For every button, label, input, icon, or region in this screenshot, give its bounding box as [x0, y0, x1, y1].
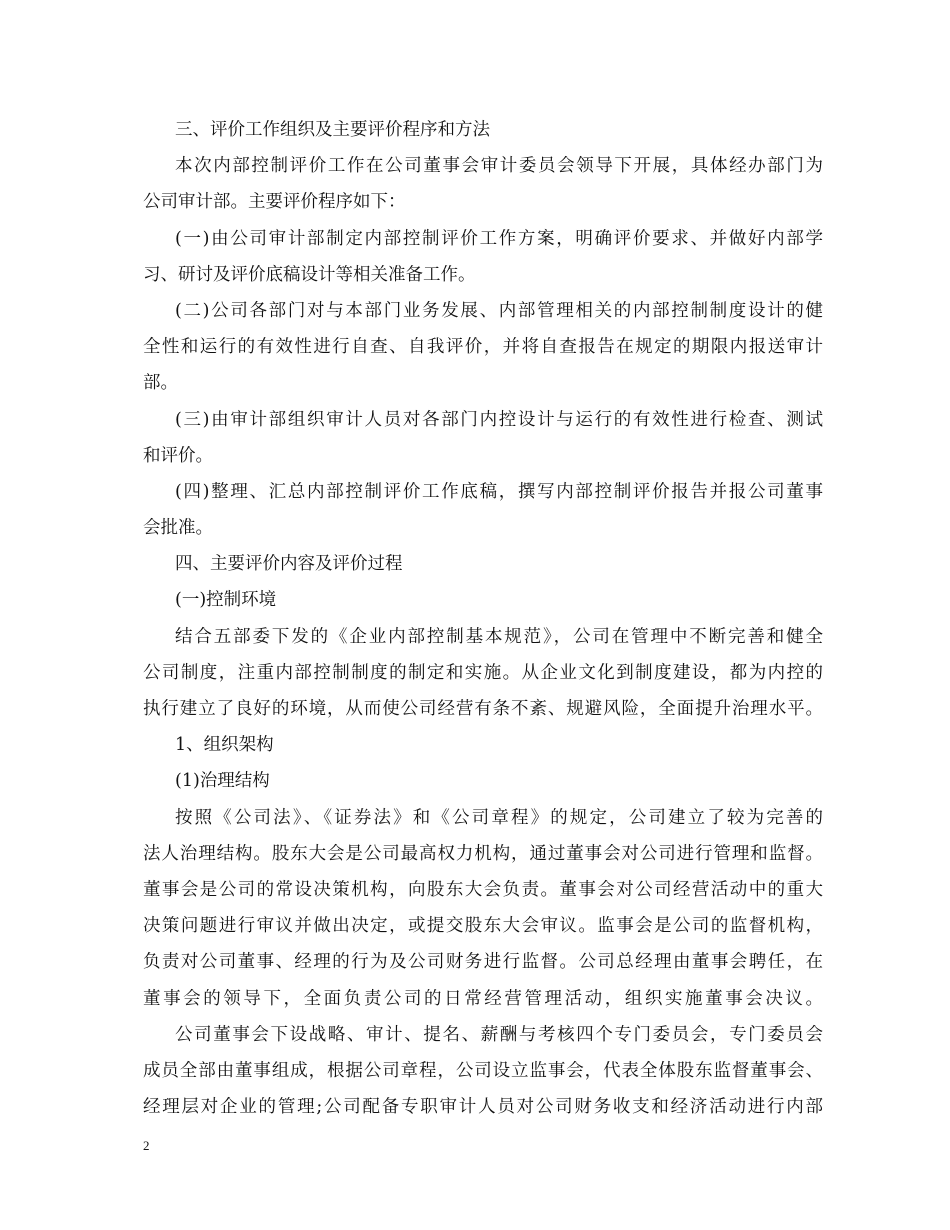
- text-line: 负责对公司董事、经理的行为及公司财务进行监督。公司总经理由董事会聘任，在: [143, 952, 823, 973]
- page-number: 2: [143, 1138, 150, 1153]
- text-line: 习、研讨及评价底稿设计等相关准备工作。: [143, 264, 476, 285]
- text-line: 1、组织架构: [175, 735, 274, 756]
- text-line: 全性和运行的有效性进行自查、自我评价，并将自查报告在规定的期限内报送审计: [143, 337, 823, 358]
- text-line: (三)由审计部组织审计人员对各部门内控设计与运行的有效性进行检查、测试: [175, 409, 823, 430]
- text-line: 公司审计部。主要评价程序如下：: [143, 192, 406, 213]
- text-line: 按照《公司法》、《证券法》和《公司章程》的规定，公司建立了较为完善的: [175, 807, 823, 828]
- text-line: (二)公司各部门对与本部门业务发展、内部管理相关的内部控制制度设计的健: [175, 300, 823, 321]
- text-line: 成员全部由董事组成，根据公司章程，公司设立监事会，代表全体股东监督董事会、: [143, 1060, 823, 1081]
- text-line: (一)由公司审计部制定内部控制评价工作方案，明确评价要求、并做好内部学: [175, 228, 823, 249]
- text-line: 会批准。: [143, 518, 213, 539]
- text-line: 本次内部控制评价工作在公司董事会审计委员会领导下开展，具体经办部门为: [175, 156, 823, 177]
- text-line: (一)控制环境: [175, 590, 277, 611]
- text-line: 决策问题进行审议并做出决定，或提交股东大会审议。监事会是公司的监督机构，: [143, 916, 823, 937]
- text-line: 结合五部委下发的《企业内部控制基本规范》，公司在管理中不断完善和健全: [175, 626, 823, 647]
- text-line: 经理层对企业的管理;公司配备专职审计人员对公司财务收支和经济活动进行内部: [143, 1097, 823, 1118]
- text-line: 公司董事会下设战略、审计、提名、薪酬与考核四个专门委员会，专门委员会: [175, 1024, 823, 1045]
- text-line: 三、评价工作组织及主要评价程序和方法: [175, 120, 490, 140]
- text-line: 法人治理结构。股东大会是公司最高权力机构，通过董事会对公司进行管理和监督。: [143, 843, 823, 864]
- text-line: 和评价。: [143, 445, 213, 466]
- text-line: (1)治理结构: [175, 771, 270, 792]
- text-line: 四、主要评价内容及评价过程: [175, 554, 403, 575]
- text-line: 部。: [143, 373, 178, 394]
- text-line: 董事会的领导下，全面负责公司的日常经营管理活动，组织实施董事会决议。: [143, 988, 823, 1009]
- body-text: [143, 112, 823, 1125]
- text-line: (四)整理、汇总内部控制评价工作底稿，撰写内部控制评价报告并报公司董事: [175, 481, 823, 502]
- text-line: 董事会是公司的常设决策机构，向股东大会负责。董事会对公司经营活动中的重大: [143, 879, 823, 900]
- text-line: 公司制度，注重内部控制制度的制定和实施。从企业文化到制度建设，都为内控的: [143, 662, 823, 683]
- text-line: 执行建立了良好的环境，从而使公司经营有条不紊、规避风险，全面提升治理水平。: [143, 699, 823, 719]
